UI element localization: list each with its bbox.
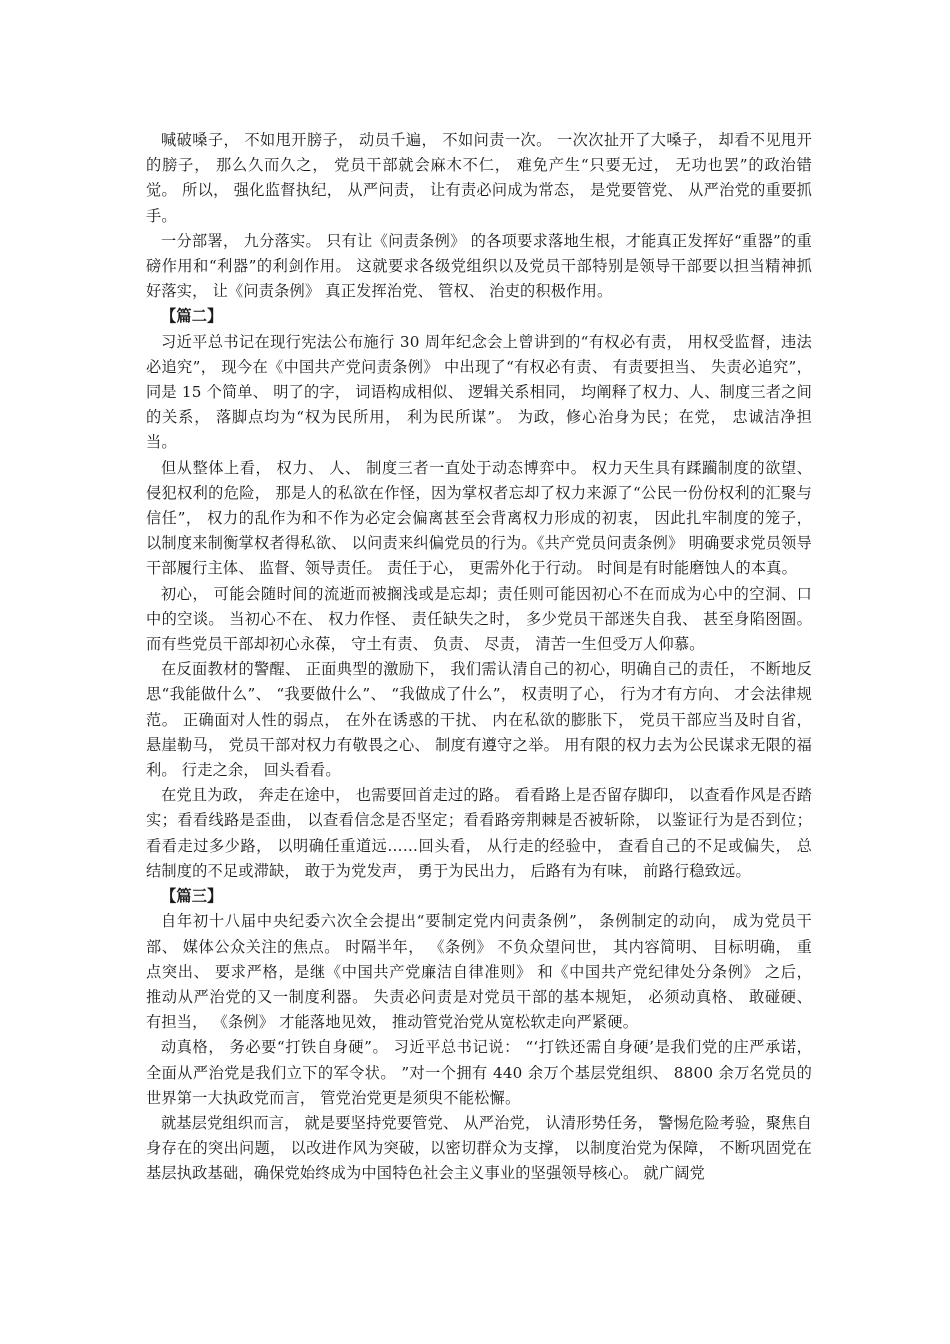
paragraph: 初心， 可能会随时间的流逝而被搁浅或是忘却；责任则可能因初心不在而成为心中的空洞、口中的空谈。 当初心不在、 权力作怪、 责任缺失之时， 多少党员干部迷失自我、 甚至身陷囹圄。 而有些党员干部却初心永葆， 守土有责、 负责、 尽责， 清苦一生但受万人仰慕。 xyxy=(146,584,812,654)
paragraph: 但从整体上看， 权力、 人、 制度三者一直处于动态博弈中。 权力天生具有蹂躏制度的欲望、 侵犯权利的危险， 那是人的私欲在作怪，因为掌权者忘却了权力来源了“公民一份份权利的汇聚与信任”， 权力的乱作为和不作为必定会偏离甚至会背离权力形成的初衷， 因此扎牢制度的笼子， 以制度来制衡掌权者得私欲、 以问责来纠偏党员的行为。《共产党员问责条例》 明确要求党员领导干部履行主体、 监督、领导责任。 责任于心， 更需外化于行动。 时间是有时能磨蚀人的本真。 xyxy=(146,458,812,578)
paragraph: 在党且为政， 奔走在途中， 也需要回首走过的路。 看看路上是否留存脚印， 以查看作风是否踏实；看看线路是歪曲， 以查看信念是否坚定；看看路旁荆棘是否被斩除， 以鉴证行为是否到位；看看走过多少路， 以明确任重道远……回头看， 从行走的经验中， 查看自己的不足或偏失， 总结制度的不足或滞缺， 敢于为党发声， 勇于为民出力， 后路有为有味， 前路行稳致远。 xyxy=(146,786,812,880)
paragraph: 喊破嗓子， 不如甩开膀子， 动员千遍， 不如问责一次。 一次次扯开了大嗓子， 却看不见甩开的膀子， 那么久而久之， 党员干部就会麻木不仁， 难免产生“只要无过， 无功也罢”的政治错觉。 所以， 强化监督执纪， 从严问责， 让有责必问成为常态， 是党要管党、 从严治党的重要抓手。 xyxy=(146,131,812,225)
section-heading: 【篇二】 xyxy=(161,307,223,326)
paragraph: 自年初十八届中央纪委六次全会提出“要制定党内问责条例”， 条例制定的动向， 成为党员干部、 媒体公众关注的焦点。 时隔半年， 《条例》 不负众望问世， 其内容简明、 目标明确， 重点突出、 要求严格，是继《中国共产党廉洁自律准则》 和《中国共产党纪律处分条例》 之后， 推动从严治党的又一制度利器。 失责必问责是对党员干部的基本规矩， 必须动真格、 敢碰硬、 有担当， 《条例》 才能落地见效， 推动管党治党从宽松软走向严紧硬。 xyxy=(146,912,812,1032)
section-heading: 【篇三】 xyxy=(161,887,223,906)
document-body xyxy=(146,128,812,1187)
paragraph: 就基层党组织而言， 就是要坚持党要管党、 从严治党， 认清形势任务， 警惕危险考验，聚焦自身存在的突出问题， 以改进作风为突破，以密切群众为支撑， 以制度治党为保障， 不断巩固党在基层执政基础，确保党始终成为中国特色社会主义事业的坚强领导核心。 就广阔党 xyxy=(146,1113,812,1183)
paragraph: 动真格， 务必要“打铁自身硬”。 习近平总书记说： “‘打铁还需自身硬’是我们党的庄严承诺， 全面从严治党是我们立下的军令状。 ”对一个拥有 440 余万个基层党组织、 8800 余万名党员的世界第一大执政党而言， 管党治党更是须臾不能松懈。 xyxy=(146,1038,812,1107)
paragraph: 在反面教材的警醒、 正面典型的激励下， 我们需认清自己的初心，明确自己的责任， 不断地反思“我能做什么”、 “我要做什么”、 “我做成了什么”， 权责明了心， 行为才有方向、 才会法律规范。 正确面对人性的弱点， 在外在诱惑的干扰、 内在私欲的膨胀下， 党员干部应当及时自省， 悬崖勒马， 党员干部对权力有敬畏之心、 制度有遵守之举。 用有限的权力去为公民谋求无限的福利。 行走之余， 回头看看。 xyxy=(146,660,812,780)
paragraph: 习近平总书记在现行宪法公布施行 30 周年纪念会上曾讲到的“有权必有责， 用权受监督，违法必追究”， 现今在《中国共产党问责条例》 中出现了“有权必有责、 有责要担当、 失责必追究”， 同是 15 个简单、 明了的字， 词语构成相似、 逻辑关系相同， 均阐释了权力、人、制度三者之间的关系， 落脚点均为“权为民所用， 利为民所谋”。 为政，修心治身为民；在党， 忠诚洁净担当。 xyxy=(146,332,812,452)
paragraph: 一分部署， 九分落实。 只有让《问责条例》 的各项要求落地生根，才能真正发挥好“重器”的重磅作用和“利器”的利剑作用。 这就要求各级党组织以及党员干部特别是领导干部要以担当精神抓好落实， 让《问责条例》 真正发挥治党、 管权、 治吏的积极作用。 xyxy=(146,231,812,301)
